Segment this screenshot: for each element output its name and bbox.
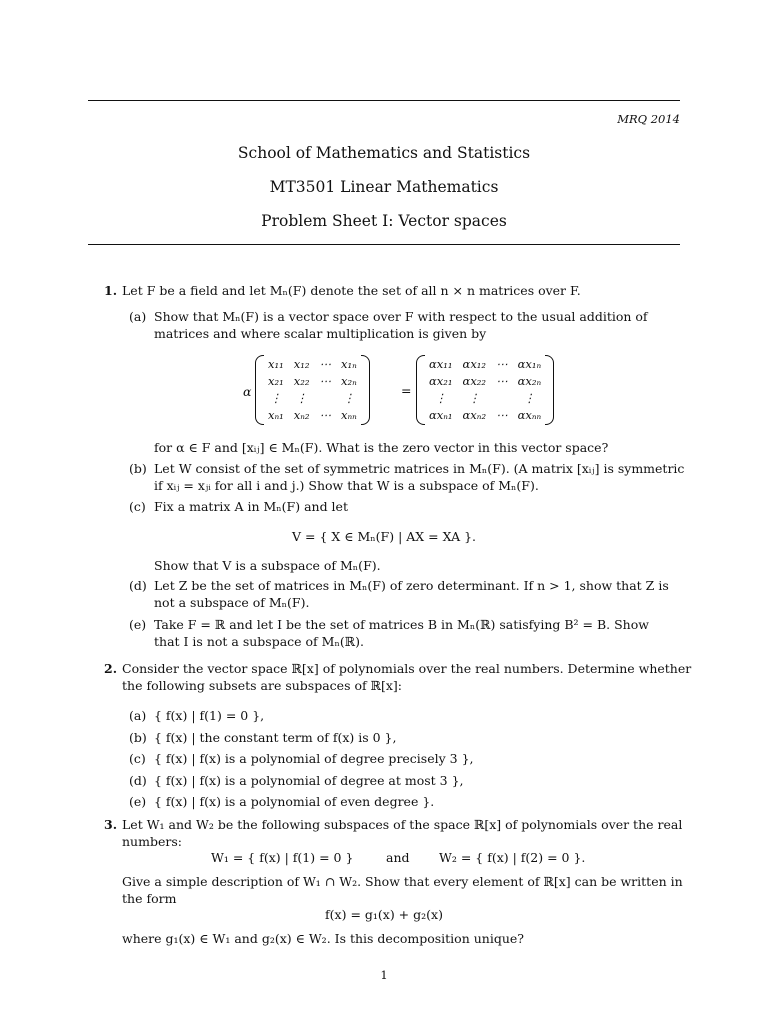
alpha-scalar: α (243, 384, 252, 399)
q3-line1: Let W₁ and W₂ be the following subspaces of the space ℝ[x] of polynomials over the real (122, 817, 683, 832)
q3-w1-def: W₁ = { f(x) | f(1) = 0 } (211, 850, 354, 865)
q1d-line2: not a subspace of Mₙ(F). (154, 594, 310, 610)
left-paren (255, 355, 264, 425)
right-paren (545, 355, 554, 425)
top-rule (88, 100, 680, 101)
matrix-entry: ⋯ (496, 374, 508, 388)
q2-line2: the following subsets are subspaces of ℝ[x]: (122, 677, 402, 693)
matrix-entry: x₁₂ (293, 357, 310, 371)
q2-item-label: (d) (129, 772, 147, 788)
matrix-entry: ⋯ (319, 357, 332, 371)
q1a-text (154, 309, 648, 342)
q3-line4: the form (122, 890, 177, 906)
matrix-alpha-x-entries (425, 357, 545, 423)
matrix-entry: ⋯ (319, 408, 332, 422)
q2-item-text: { f(x) | f(1) = 0 }, (154, 708, 265, 723)
q3-text (122, 817, 682, 850)
q2-item-text: { f(x) | f(x) is a polynomial of degree at most 3 }, (154, 772, 464, 788)
title-rule (88, 244, 680, 245)
q1-intro: Let F be a field and let Mₙ(F) denote the set of all n × n matrices over F. (122, 283, 581, 298)
q2-item-label: (c) (129, 751, 146, 766)
q1c-label: (c) (129, 499, 146, 514)
matrix-entry: ⋮ (468, 391, 481, 405)
q1a-line1: Show that Mₙ(F) is a vector space over F with respect to the usual addition of (154, 309, 648, 324)
header-tag: MRQ 2014 (617, 112, 680, 126)
q2-number: 2. (104, 661, 118, 676)
school-title: School of Mathematics and Statistics (237, 144, 531, 162)
matrix-entry: xₙ₂ (293, 408, 310, 422)
matrix-entry: x₁ₙ (341, 357, 357, 371)
course-title: MT3501 Linear Mathematics (269, 178, 499, 196)
matrix-entry: ⋮ (295, 391, 308, 405)
q2-item-label: (a) (129, 708, 147, 723)
matrix-x (255, 355, 370, 425)
q2-item-labels (129, 705, 147, 813)
q1d-text (154, 578, 669, 611)
q1b-line2: if xᵢⱼ = xⱼᵢ for all i and j.) Show that W is a subspace of Mₙ(F). (154, 477, 539, 493)
matrix-entry: ⋯ (496, 408, 508, 422)
q3-number: 3. (104, 817, 118, 832)
q1e-label: (e) (129, 617, 147, 632)
q1d-line1: Let Z be the set of matrices in Mₙ(F) of zero determinant. If n > 1, show that Z is (154, 578, 669, 593)
q1a-line2: matrices and where scalar multiplication is given by (154, 325, 487, 341)
matrix-entry: x₂₁ (268, 374, 284, 388)
matrix-entry: ⋮ (270, 391, 282, 405)
matrix-entry (496, 391, 508, 406)
q1a-after: for α ∈ F and [xᵢⱼ] ∈ Mₙ(F). What is the zero vector in this vector space? (154, 440, 609, 455)
q2-item-text: { f(x) | f(x) is a polynomial of degree precisely 3 }, (154, 751, 474, 766)
q1b-label: (b) (129, 461, 147, 476)
q1d-label: (d) (129, 578, 147, 593)
q3-line2: numbers: (122, 833, 182, 849)
matrix-entry: αx₁₁ (429, 357, 453, 371)
q1e-line2: that I is not a subspace of Mₙ(ℝ). (154, 633, 364, 649)
sheet-title: Problem Sheet I: Vector spaces (261, 212, 507, 230)
q1c-line1: Fix a matrix A in Mₙ(F) and let (154, 499, 348, 514)
matrix-alpha-x (416, 355, 554, 425)
q3-line3: Give a simple description of W₁ ∩ W₂. Show that every element of ℝ[x] can be written in (122, 874, 683, 889)
matrix-entry: ⋯ (496, 357, 508, 371)
left-paren (416, 355, 425, 425)
matrix-entry: αx₂₂ (462, 374, 487, 388)
q2-item-text: { f(x) | f(x) is a polynomial of even degree }. (154, 794, 435, 809)
matrix-entry: ⋮ (523, 391, 536, 405)
q2-item-label: (b) (129, 729, 147, 745)
matrix-entry: αxₙₙ (517, 408, 542, 422)
q3-display: f(x) = g₁(x) + g₂(x) (325, 907, 443, 922)
matrix-entry: αxₙ₂ (462, 408, 487, 422)
matrix-entry: αx₂ₙ (517, 374, 542, 388)
q2-text (122, 661, 691, 694)
matrix-entry: αx₁₂ (462, 357, 487, 371)
q2-item-label: (e) (129, 794, 147, 809)
q2-item-texts (154, 705, 474, 813)
matrix-entry: xₙₙ (341, 408, 357, 422)
q1a-label: (a) (129, 309, 147, 324)
right-paren (361, 355, 370, 425)
matrix-entry: ⋯ (319, 374, 332, 388)
q3-and: and (386, 850, 410, 865)
q2-item-text: { f(x) | the constant term of f(x) is 0 }, (154, 729, 397, 745)
q2-line1: Consider the vector space ℝ[x] of polynomials over the real numbers. Determine whether (122, 661, 692, 676)
matrix-entry: x₂₂ (293, 374, 310, 388)
matrix-entry: xₙ₁ (268, 408, 284, 422)
q3-line5: where g₁(x) ∈ W₁ and g₂(x) ∈ W₂. Is this decomposition unique? (122, 931, 524, 946)
matrix-entry: αx₂₁ (429, 374, 453, 388)
page-number: 1 (380, 968, 388, 982)
q1b-text (154, 461, 684, 494)
matrix-entry: αx₁ₙ (517, 357, 542, 371)
q3-text-2 (122, 874, 683, 907)
matrix-entry: αxₙ₁ (429, 408, 453, 422)
matrix-x-entries (264, 357, 361, 423)
matrix-entry: ⋮ (435, 391, 447, 405)
matrix-entry: x₂ₙ (341, 374, 357, 388)
q1-number: 1. (104, 283, 118, 298)
matrix-entry (320, 391, 332, 406)
q1b-line1: Let W consist of the set of symmetric matrices in Mₙ(F). (A matrix [xᵢⱼ] is symmetric (154, 461, 685, 476)
q1c-line2: Show that V is a subspace of Mₙ(F). (154, 558, 381, 573)
equals-sign: = (401, 383, 412, 398)
matrix-entry: x₁₁ (268, 357, 284, 371)
matrix-entry: ⋮ (343, 391, 355, 405)
q3-w2-def: W₂ = { f(x) | f(2) = 0 }. (439, 850, 586, 865)
q1c-display: V = { X ∈ Mₙ(F) | AX = XA }. (292, 529, 476, 544)
q1e-line1: Take F = ℝ and let I be the set of matrices B in Mₙ(ℝ) satisfying B² = B. Show (154, 617, 649, 632)
q1e-text (154, 617, 649, 650)
